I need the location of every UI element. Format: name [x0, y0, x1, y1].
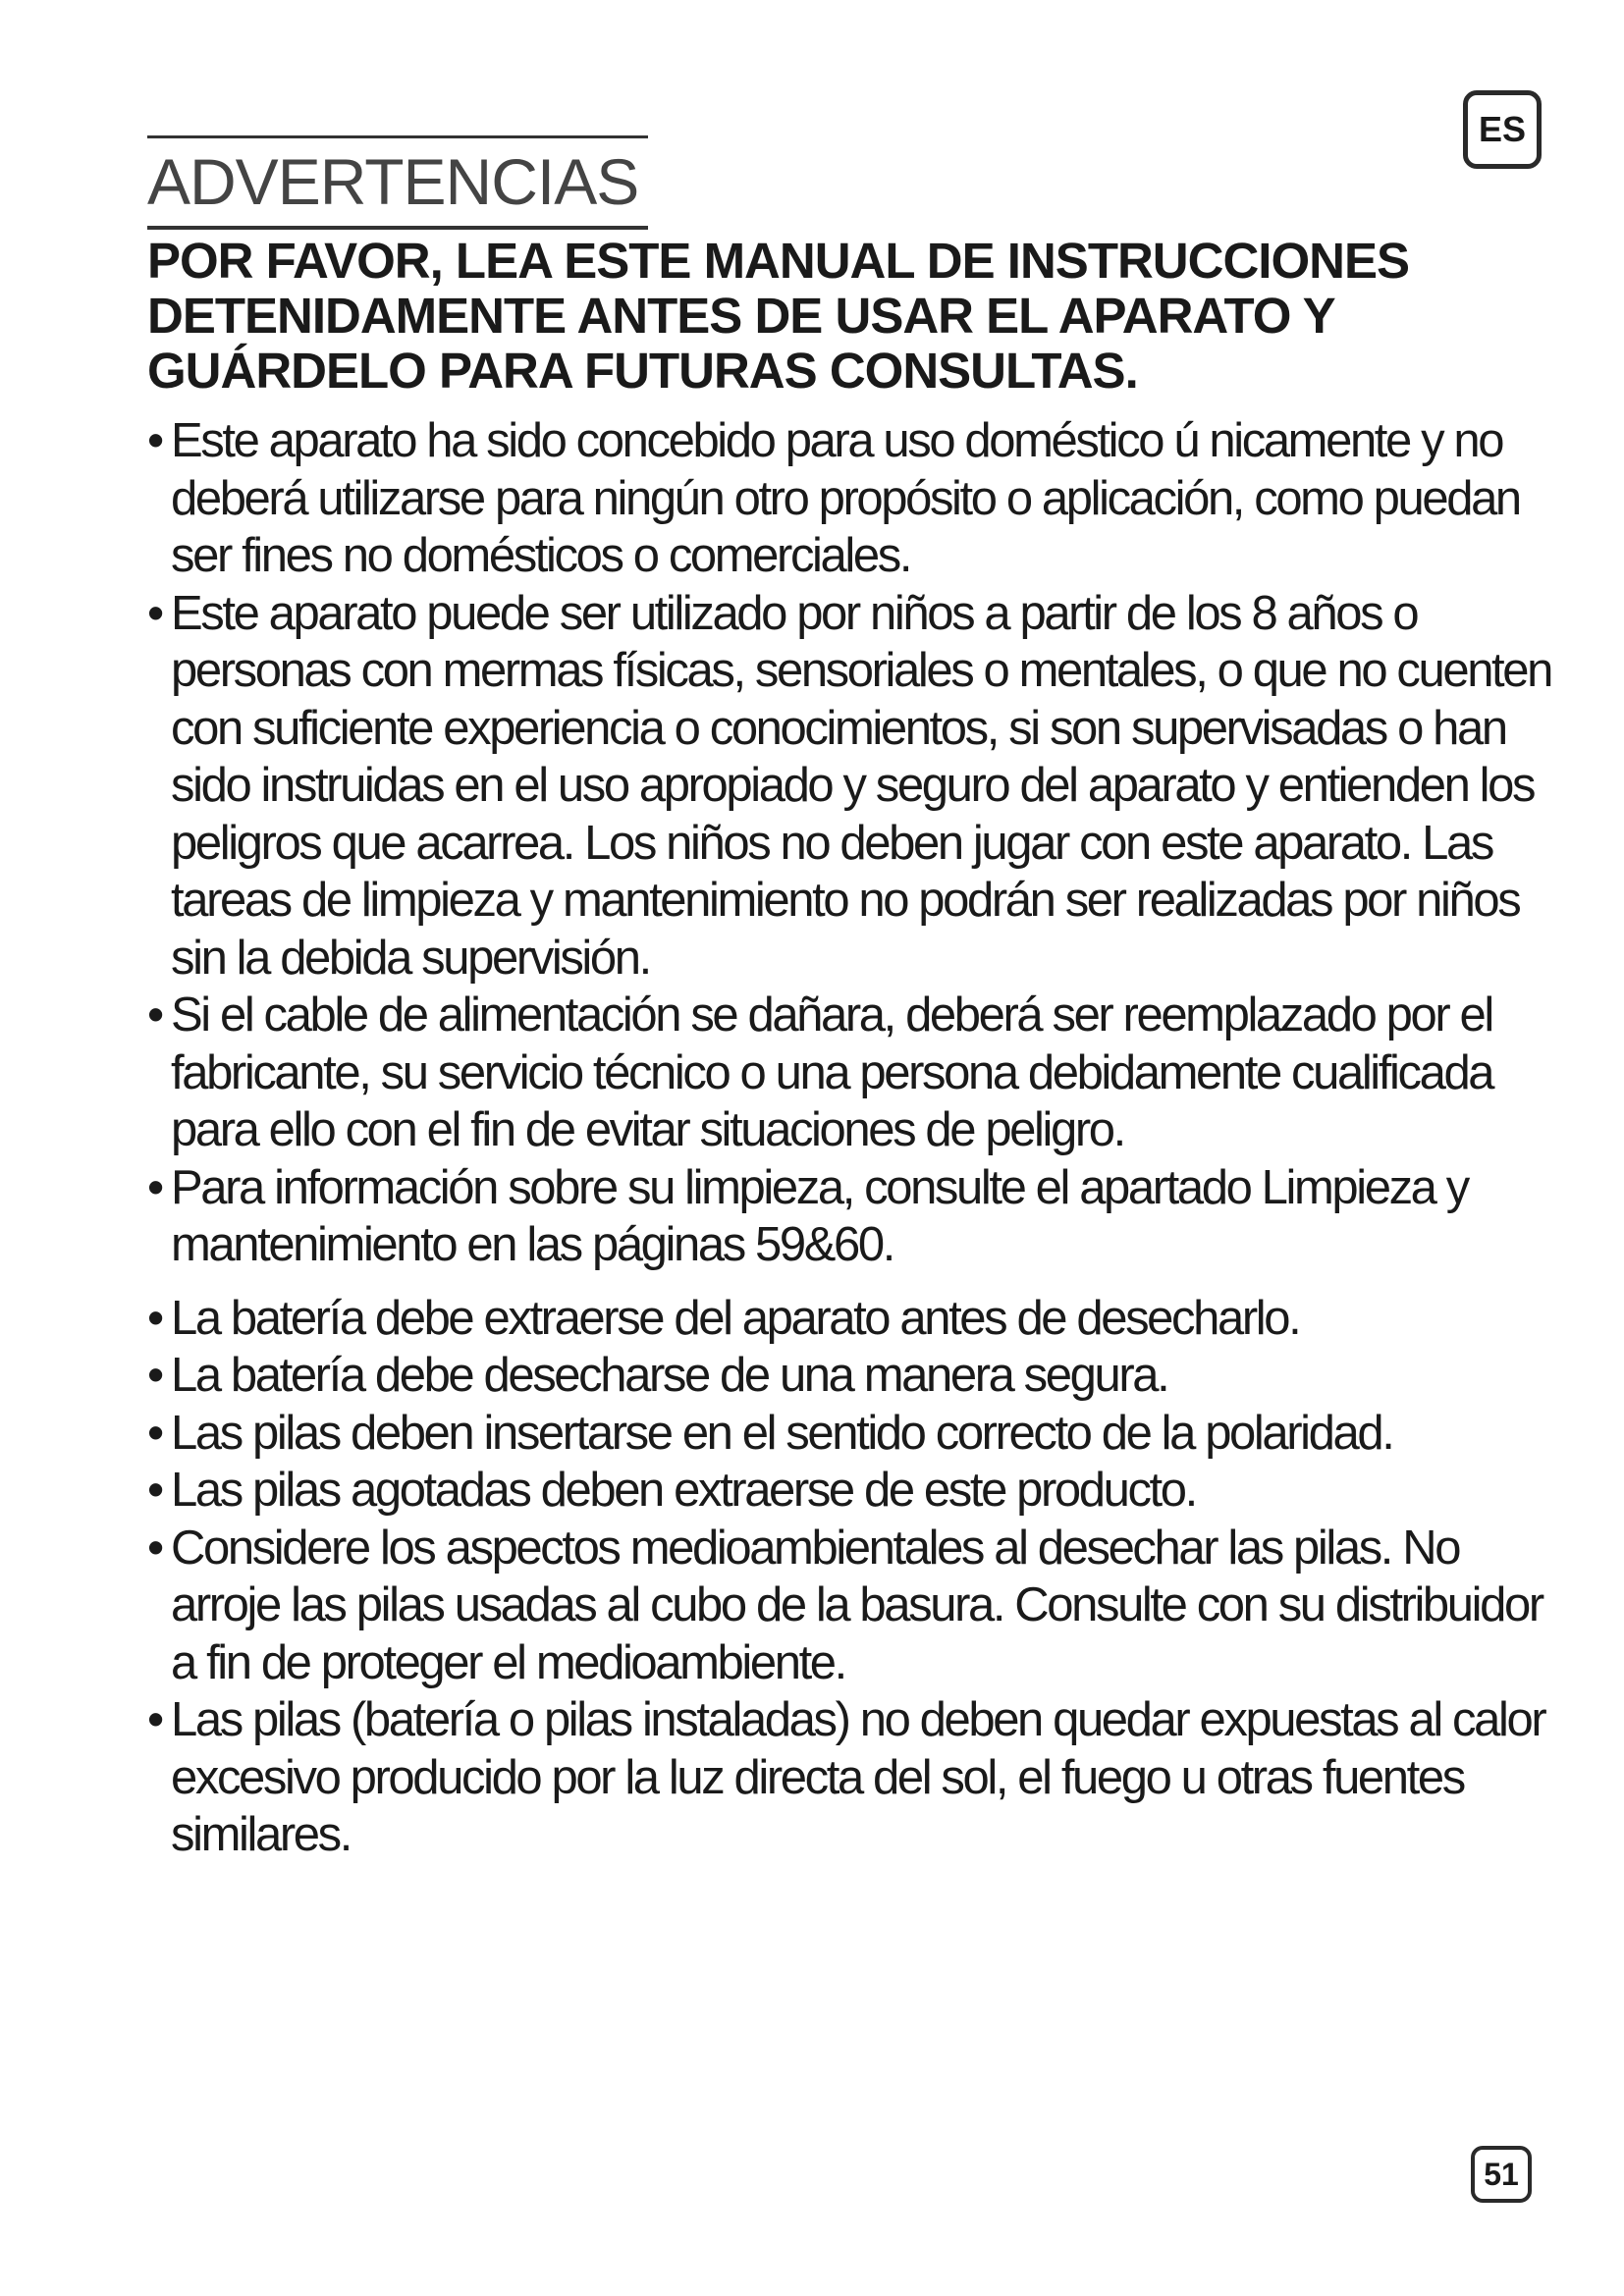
bullet-icon: •	[147, 1291, 162, 1345]
warning-text: La batería debe desecharse de una manera segura.	[171, 1349, 1168, 1402]
warning-item	[147, 987, 1561, 1159]
page-number: 51	[1471, 2146, 1532, 2203]
warning-item	[147, 1691, 1561, 1864]
warning-text: Considere los aspectos medioambientales al desechar las pilas. No arroje las pilas usadas al cubo de la basura. Consulte con su distribuidor a fin de proteger el medioambiente.	[171, 1521, 1543, 1689]
warning-text: Este aparato ha sido concebido para uso doméstico ú nicamente y no deberá utilizarse para ningún otro propósito o aplicación, como puedan ser fines no domésticos o comerciales.	[171, 414, 1520, 582]
warning-item	[147, 1290, 1561, 1348]
warning-text: Las pilas (batería o pilas instaladas) no deben quedar expuestas al calor excesivo producido por la luz directa del sol, el fuego u otras fuentes similares.	[171, 1693, 1545, 1861]
warning-item	[147, 1347, 1561, 1405]
warning-item	[147, 1405, 1561, 1463]
warning-text: Este aparato puede ser utilizado por niños a partir de los 8 años o personas con mermas físicas, sensoriales o mentales, o que no cuenten con suficiente experiencia o conocimientos, si son supervisadas o han sido instruidas en el uso apropiado y seguro del aparato y entienden los peligros que acarrea. Los niños no deben jugar con este aparato. Las tareas de limpieza y mantenimiento no podrán ser realizadas por niños sin la debida supervisión.	[171, 586, 1551, 985]
bullet-icon: •	[147, 414, 162, 467]
language-badge: ES	[1463, 90, 1542, 169]
bullet-icon: •	[147, 1406, 162, 1460]
bullet-icon: •	[147, 1521, 162, 1575]
warning-item	[147, 1159, 1561, 1274]
intro-warning: POR FAVOR, LEA ESTE MANUAL DE INSTRUCCIONES DETENIDAMENTE ANTES DE USAR EL APARATO Y GUÁRDELO PARA FUTURAS CONSULTAS.	[147, 233, 1409, 399]
bullet-icon: •	[147, 586, 162, 640]
warnings-list	[147, 412, 1561, 1864]
warning-item	[147, 412, 1561, 585]
warning-text: Si el cable de alimentación se dañara, deberá ser reemplazado por el fabricante, su servicio técnico o una persona debidamente cualificada para ello con el fin de evitar situaciones de peligro.	[171, 988, 1493, 1156]
bullet-icon: •	[147, 1349, 162, 1402]
title-rule-bottom	[147, 226, 648, 230]
section-title: ADVERTENCIAS	[147, 145, 639, 218]
warning-text: Para información sobre su limpieza, consulte el apartado Limpieza y mantenimiento en las páginas 59&60.	[171, 1160, 1468, 1271]
warning-item	[147, 1520, 1561, 1692]
warning-text: La batería debe extraerse del aparato antes de desecharlo.	[171, 1291, 1300, 1345]
bullet-icon: •	[147, 1693, 162, 1746]
bullet-icon: •	[147, 988, 162, 1041]
bullet-icon: •	[147, 1464, 162, 1517]
warning-text: Las pilas deben insertarse en el sentido correcto de la polaridad.	[171, 1406, 1393, 1460]
bullet-icon: •	[147, 1160, 162, 1214]
title-rule-top	[147, 135, 648, 138]
warning-item	[147, 585, 1561, 988]
warning-text: Las pilas agotadas deben extraerse de este producto.	[171, 1464, 1196, 1517]
warning-item	[147, 1462, 1561, 1520]
